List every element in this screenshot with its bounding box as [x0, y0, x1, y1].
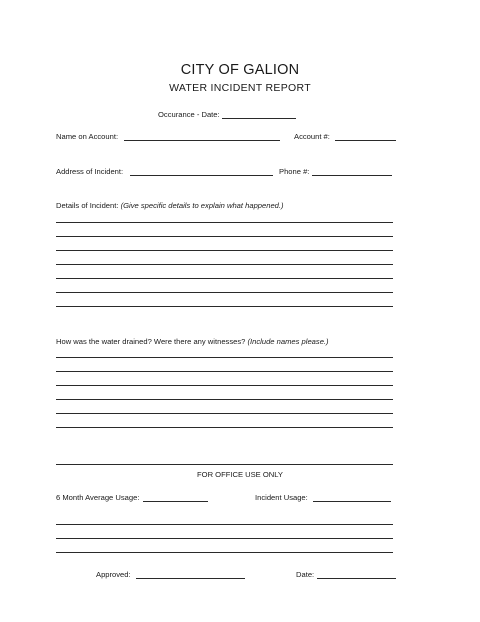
- details-hint: (Give specific details to explain what happened.): [120, 201, 284, 210]
- date-label: Date:: [296, 570, 315, 579]
- name-on-account-field[interactable]: [124, 140, 280, 141]
- details-label-text: Details of Incident:: [56, 201, 119, 210]
- page-title: CITY OF GALION: [180, 62, 300, 78]
- approved-label: Approved:: [96, 570, 131, 579]
- office-notes-line[interactable]: [56, 524, 393, 525]
- office-divider: [56, 464, 393, 465]
- approved-field[interactable]: [136, 578, 245, 579]
- drain-line[interactable]: [56, 413, 393, 414]
- office-notes-line[interactable]: [56, 538, 393, 539]
- account-number-field[interactable]: [335, 140, 396, 141]
- average-usage-label: 6 Month Average Usage:: [56, 493, 140, 502]
- details-line[interactable]: [56, 250, 393, 251]
- drain-line[interactable]: [56, 399, 393, 400]
- drain-line[interactable]: [56, 357, 393, 358]
- address-field[interactable]: [130, 175, 273, 176]
- details-label: [56, 201, 284, 210]
- details-line[interactable]: [56, 292, 393, 293]
- account-number-label: Account #:: [294, 132, 330, 141]
- occurance-date-label: Occurance - Date:: [158, 110, 220, 119]
- details-line[interactable]: [56, 306, 393, 307]
- phone-label: Phone #:: [279, 167, 310, 176]
- drain-line[interactable]: [56, 385, 393, 386]
- details-line[interactable]: [56, 264, 393, 265]
- incident-usage-label: Incident Usage:: [255, 493, 308, 502]
- occurance-date-field[interactable]: [222, 118, 296, 119]
- details-line[interactable]: [56, 278, 393, 279]
- drain-label-text: How was the water drained? Were there any witnesses?: [56, 337, 246, 346]
- drain-hint: (Include names please.): [247, 337, 329, 346]
- drain-line[interactable]: [56, 371, 393, 372]
- office-notes-line[interactable]: [56, 552, 393, 553]
- form-subtitle: WATER INCIDENT REPORT: [169, 82, 311, 94]
- date-field[interactable]: [317, 578, 396, 579]
- name-on-account-label: Name on Account:: [56, 132, 119, 141]
- address-label: Address of Incident:: [56, 167, 124, 176]
- average-usage-field[interactable]: [143, 501, 208, 502]
- drain-label: [56, 337, 329, 346]
- incident-usage-field[interactable]: [313, 501, 391, 502]
- office-use-heading: FOR OFFICE USE ONLY: [197, 470, 283, 479]
- phone-field[interactable]: [312, 175, 392, 176]
- details-line[interactable]: [56, 222, 393, 223]
- drain-line[interactable]: [56, 427, 393, 428]
- details-line[interactable]: [56, 236, 393, 237]
